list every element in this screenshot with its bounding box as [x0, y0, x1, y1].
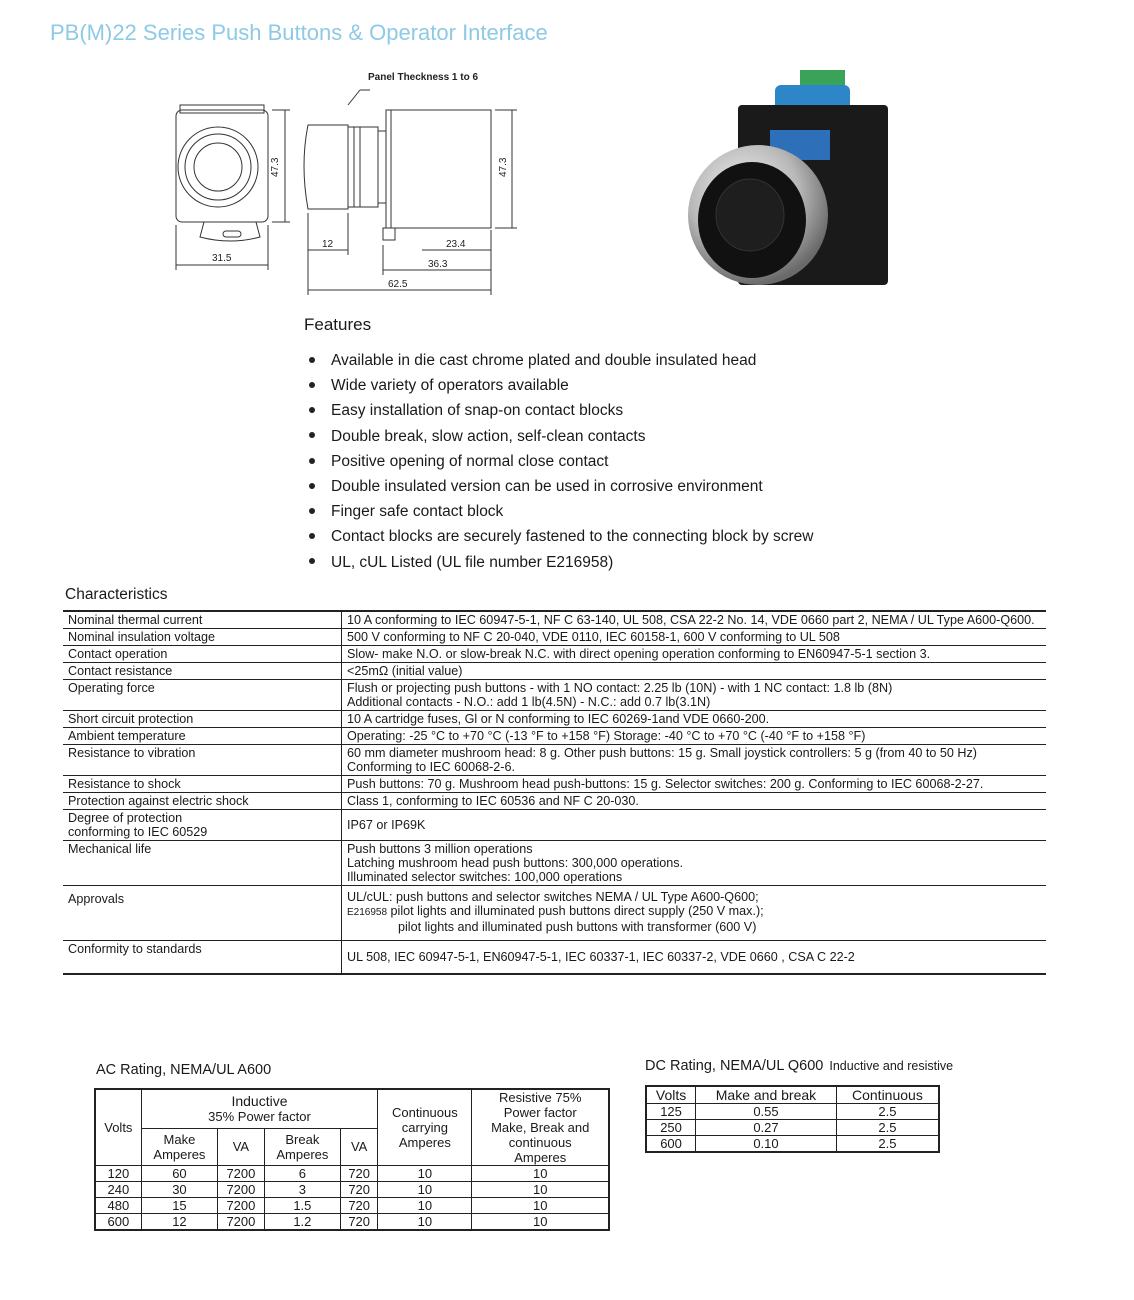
dim-36-3: 36.3	[428, 259, 448, 270]
list-item: Wide variety of operators available	[306, 373, 813, 398]
bullet-icon	[309, 558, 315, 564]
panel-thickness-label: Panel Theckness 1 to 6	[368, 72, 479, 83]
table-row: 125 0.55 2.5	[646, 1104, 939, 1120]
dim-47-3-front: 47.3	[270, 157, 281, 177]
characteristics-heading: Characteristics	[65, 586, 168, 603]
dc-rating-heading: DC Rating, NEMA/UL Q600 Inductive and resistive	[645, 1058, 954, 1074]
list-item: Easy installation of snap-on contact blocks	[306, 398, 813, 423]
bullet-icon	[309, 508, 315, 514]
table-row: Contact operation Slow- make N.O. or slow-break N.C. with direct opening operation conforming to EN60947-5-1 section 3.	[63, 646, 1046, 663]
dc-rating-table	[645, 1085, 940, 1153]
bullet-icon	[309, 382, 315, 388]
table-row: Resistance to shock Push buttons: 70 g. Mushroom head push-buttons: 15 g. Selector switches: 200 g. Conforming to IEC 60068-2-27.	[63, 776, 1046, 793]
table-row: Operating force Flush or projecting push buttons - with 1 NO contact: 2.25 lb (10N) - with 1 NC contact: 1.8 lb (8N) Additional contacts - N.O.: add 1 lb(4.5N) - N.C.: add 0.7 lb(3.1N)	[63, 680, 1046, 711]
list-item: Double break, slow action, self-clean contacts	[306, 424, 813, 449]
table-row: 600 0.10 2.5	[646, 1136, 939, 1153]
table-row: 240 30 7200 3 720 10 10	[95, 1182, 609, 1198]
table-row: Contact resistance <25mΩ (initial value)	[63, 663, 1046, 680]
table-row: Ambient temperature Operating: -25 °C to +70 °C (-13 °F to +158 °F) Storage: -40 °C to +70 °C (-40 °F to +158 °F)	[63, 728, 1046, 745]
ac-rating-table	[94, 1088, 610, 1231]
list-item: Available in die cast chrome plated and double insulated head	[306, 348, 813, 373]
table-row: 600 12 7200 1.2 720 10 10	[95, 1214, 609, 1231]
list-item: Positive opening of normal close contact	[306, 449, 813, 474]
bullet-icon	[309, 357, 315, 363]
bullet-icon	[309, 458, 315, 464]
table-row: 480 15 7200 1.5 720 10 10	[95, 1198, 609, 1214]
table-row: Volts Make and break Continuous	[646, 1086, 939, 1104]
bullet-icon	[309, 483, 315, 489]
table-row: Nominal insulation voltage 500 V conforming to NF C 20-040, VDE 0110, IEC 60158-1, 600 V conforming to UL 508	[63, 629, 1046, 646]
dimension-drawing	[160, 65, 530, 300]
table-row: Protection against electric shock Class 1, conforming to IEC 60536 and NF C 20-030.	[63, 793, 1046, 810]
table-row: Mechanical life Push buttons 3 million operations Latching mushroom head push buttons: 300,000 operations. Illuminated selector switches: 100,000 operations	[63, 841, 1046, 886]
table-row: Short circuit protection 10 A cartridge fuses, Gl or N conforming to IEC 60269-1and VDE 0660-200.	[63, 711, 1046, 728]
page-title: PB(M)22 Series Push Buttons & Operator Interface	[50, 20, 548, 45]
list-item: Double insulated version can be used in corrosive environment	[306, 474, 813, 499]
table-row: Approvals UL/cUL: push buttons and selector switches NEMA / UL Type A600-Q600; E216958 pilot lights and illuminated push buttons direct supply (250 V max.); pilot lights and illuminated push buttons with transformer (600 V)	[63, 886, 1046, 941]
table-row: Volts Inductive 35% Power factor Continuous carrying Amperes Resistive 75% Power factor Make, Break and continuous Amperes	[95, 1089, 609, 1128]
product-photo	[680, 65, 900, 295]
dim-23-4: 23.4	[446, 239, 466, 250]
bullet-icon	[309, 432, 315, 438]
table-row: 250 0.27 2.5	[646, 1120, 939, 1136]
list-item: UL, cUL Listed (UL file number E216958)	[306, 550, 813, 575]
features-heading: Features	[304, 315, 372, 334]
list-item: Finger safe contact block	[306, 499, 813, 524]
table-row: Nominal thermal current 10 A conforming to IEC 60947-5-1, NF C 63-140, UL 508, CSA 22-2 No. 14, VDE 0660 part 2, NEMA / UL Type A600-Q600.	[63, 611, 1046, 629]
table-row: Make Amperes VA Break Amperes VA	[95, 1128, 609, 1165]
table-row: Resistance to vibration 60 mm diameter mushroom head: 8 g. Other push buttons: 15 g. Small joystick controllers: 5 g (from 40 to 50 Hz) Conforming to IEC 60068-2-6.	[63, 745, 1046, 776]
table-row: Conformity to standards UL 508, IEC 60947-5-1, EN60947-5-1, IEC 60337-1, IEC 60337-2, VDE 0660 , CSA C 22-2	[63, 941, 1046, 975]
characteristics-table	[63, 610, 1046, 975]
dim-12: 12	[322, 239, 334, 250]
table-row: 120 60 7200 6 720 10 10	[95, 1166, 609, 1182]
bullet-icon	[309, 407, 315, 413]
bullet-icon	[309, 533, 315, 539]
dim-31-5: 31.5	[212, 253, 232, 264]
dim-47-3-side: 47.3	[498, 157, 509, 177]
table-row: Degree of protection conforming to IEC 60529 IP67 or IP69K	[63, 810, 1046, 841]
dim-62-5: 62.5	[388, 279, 408, 290]
features-list	[306, 348, 813, 575]
list-item: Contact blocks are securely fastened to the connecting block by screw	[306, 524, 813, 549]
ac-rating-heading: AC Rating, NEMA/UL A600	[96, 1062, 272, 1078]
